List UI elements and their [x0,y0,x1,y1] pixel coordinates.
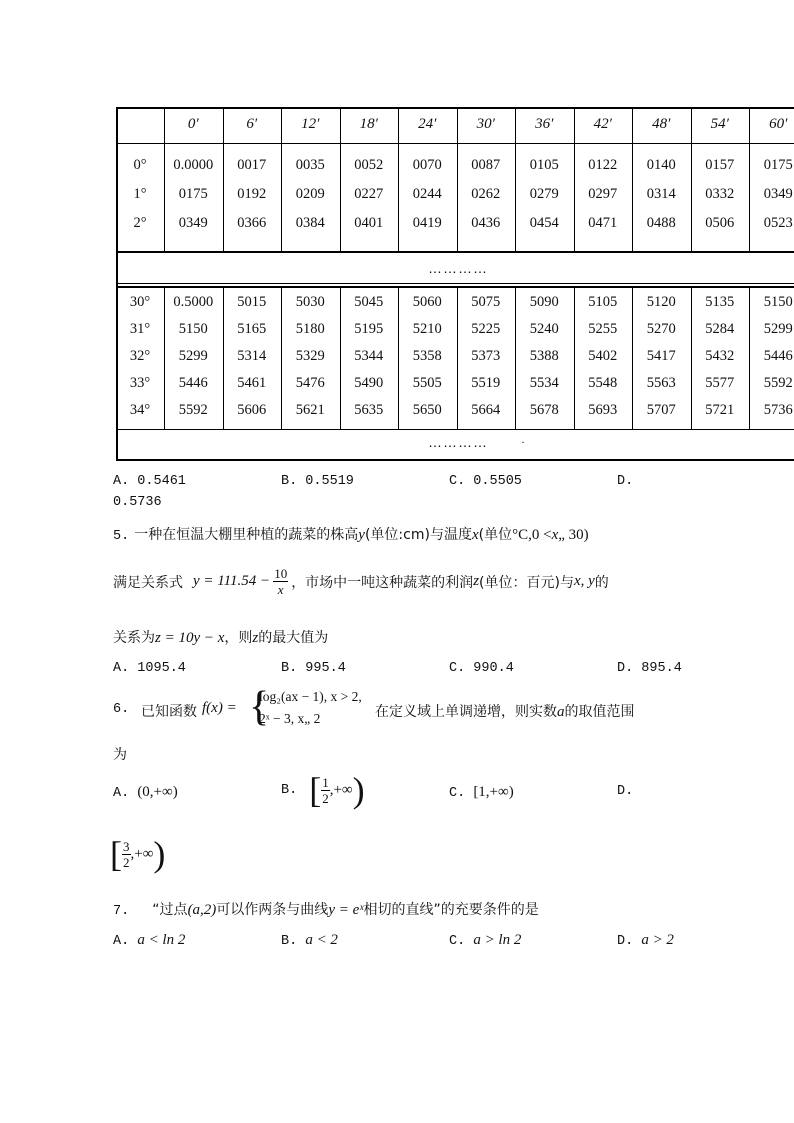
q5-text: 关系为 [113,630,155,646]
q7-curve: y = eˣ [328,902,364,918]
q5-text: (单位:cm)与温度 [364,527,472,543]
option-tail: ,+∞ [130,845,154,862]
q6-option-b: B. [ $\frac{1}{2}$ ,+∞ ) [281,770,365,810]
q5-var-z: z [473,573,480,589]
q5-text: 满足关系式 [113,574,183,591]
q5-fraction [273,566,288,597]
q5-text: (单位 [478,527,513,543]
option-fraction: $\frac{1}{2}$ [322,774,329,806]
table-header-cell: 36′ [535,116,554,132]
table-cell: 5120 [646,294,676,310]
q6-option-c: C. [1,+∞) [449,784,514,801]
q5-var-y: y [358,527,365,543]
table-cell: 0122 [588,157,618,173]
table-cell: 5461 [237,375,267,391]
table-cell: 0140 [646,157,676,173]
q5-text: (单位：百元)与 [479,574,574,591]
q6-option-a: A. (0,+∞) [113,784,178,801]
table-cell: 5240 [529,321,559,337]
option-value: (0,+∞) [137,784,178,800]
q5-var-x: x [551,527,559,543]
table-ellipsis: ………… [428,260,488,276]
table-cell: 0297 [588,186,618,202]
option-value: a < ln 2 [137,932,186,948]
table-cell: 5180 [295,321,325,337]
q5-var-z: z [252,630,259,646]
table-cell: 0244 [412,186,442,202]
table-cell: 0087 [471,157,501,173]
table-header-cell: 54′ [710,116,729,132]
q5-line1 [113,524,589,544]
q4-option-d-value: 0.5736 [113,495,162,510]
trig-table [116,107,794,461]
table-cell: 0523 [763,215,793,231]
table-cell: 0157 [705,157,735,173]
table-cell: 0332 [705,186,735,202]
q4-option-c: C. 0.5505 [449,474,522,489]
q7-option-a: A. a < ln 2 [113,932,186,949]
q7-option-c: C. a > ln 2 [449,932,522,949]
q7-number: 7. [113,904,130,919]
table-cell: 5090 [529,294,559,310]
table-header-rule [116,143,794,144]
q5-var-xy: x, y [573,573,595,589]
q6-number: 6. [113,702,130,717]
q5-text: 的最大值为 [258,630,329,646]
q6-case-1: log₂(ax − 1), x > 2, [259,689,362,704]
q5-option-c: C. 990.4 [449,661,514,676]
table-cell: 5548 [588,375,618,391]
table-cell: 5432 [705,348,735,364]
fraction-denominator: x [277,582,284,597]
table-cell: 5165 [237,321,267,337]
table-cell: 0401 [354,215,384,231]
table-cell: 5030 [295,294,325,310]
piecewise-brace: { [249,684,270,730]
q5-text: ，则 [224,630,253,646]
table-cell: 5534 [529,375,559,391]
q6-var-a: a [557,704,565,720]
q6-line2: 为 [113,747,127,763]
table-cell: 5075 [471,294,501,310]
table-row-degree: 30° [129,294,151,310]
fraction-numerator: 10 [274,566,288,581]
table-cell: 0436 [471,215,501,231]
table-cell: 5210 [412,321,442,337]
table-header-cell: 18′ [359,116,378,132]
option-fraction: $\frac{3}{2}$ [123,838,130,870]
table-cell: 5678 [529,402,559,418]
q5-option-a: A. 1095.4 [113,661,186,676]
table-cell: 0.0000 [173,157,214,173]
table-rule-4 [116,429,794,430]
table-cell: 5490 [354,375,384,391]
table-cell: 5476 [295,375,325,391]
table-cell: 5505 [412,375,442,391]
table-row-degree: 0° [133,157,147,173]
table-cell: 5592 [763,375,793,391]
table-cell: 0105 [529,157,559,173]
option-value: a > ln 2 [473,932,522,948]
q5-text: 一种在恒温大棚里种植的蔬菜的株高 [134,527,359,543]
table-cell: 0070 [412,157,442,173]
table-cell: 5621 [295,402,325,418]
table-cell: 5707 [646,402,676,418]
q5-text: ，市场中一吨这种蔬菜的利润 [291,574,474,591]
q7-option-b: B. a < 2 [281,932,338,949]
table-cell: 0052 [354,157,384,173]
table-cell: 5563 [646,375,676,391]
table-cell: 0506 [705,215,735,231]
table-row-degree: 33° [129,375,151,391]
table-cell: 5299 [178,348,208,364]
table-cell: 5402 [588,348,618,364]
table-cell: 5150 [178,321,208,337]
q7-option-d: D. a > 2 [617,932,674,949]
option-value: a > 2 [641,932,674,948]
table-cell: 5270 [646,321,676,337]
table-cell: 5693 [588,402,618,418]
table-cell: 5105 [588,294,618,310]
table-cell: 0262 [471,186,501,202]
q5-formula: z = 10y − x [155,630,225,646]
table-cell: 0209 [295,186,325,202]
q7-text: “过点 [152,902,188,918]
option-value: [1,+∞) [473,784,514,800]
table-header-cell: 24′ [418,116,437,132]
table-cell: 0314 [646,186,676,202]
table-cell: 5060 [412,294,442,310]
table-cell: 0227 [354,186,384,202]
table-cell: 5736 [763,402,793,418]
q4-option-b: B. 0.5519 [281,474,354,489]
q7-text: 相切的直线”的充要条件的是 [363,902,539,918]
table-cell: 0192 [237,186,267,202]
q5-formula: y = 111.54 − [193,573,271,589]
q5-text: 的 [594,574,609,591]
q6-text: 在定义域上单调递增，则实数a的取值范围 [375,704,635,720]
table-header-cell: 48′ [652,116,671,132]
table-cell: 0.5000 [173,294,214,310]
table-rule-2 [116,283,794,284]
q7-point: (a,2) [187,902,217,918]
table-cell: 0366 [237,215,267,231]
table-cell: 0175 [763,157,793,173]
table-rule-1 [116,251,794,253]
q5-line3 [113,627,328,647]
table-cell: 0175 [178,186,208,202]
table-header-cell: 42′ [593,116,612,132]
q5-option-d: D. 895.4 [617,661,682,676]
q4-option-a: A. 0.5461 [113,474,186,489]
table-header-cell: 30′ [476,116,495,132]
table-cell: 5150 [763,294,793,310]
table-cell: 5015 [237,294,267,310]
table-cell: 5195 [354,321,384,337]
stray-dot: · [521,435,525,449]
table-cell: 5344 [354,348,384,364]
table-cell: 0279 [529,186,559,202]
table-row-degree: 32° [129,348,151,364]
table-cell: 5388 [529,348,559,364]
q7-text: 可以作两条与曲线 [216,902,329,918]
q6-option-d-value [110,836,165,872]
right-paren: ) [153,834,166,874]
table-cell: 0017 [237,157,267,173]
table-header-cell: 12′ [301,116,320,132]
table-cell: 5664 [471,402,501,418]
table-cell: 0384 [295,215,325,231]
table-cell: 5650 [412,402,442,418]
table-row-degree: 1° [133,186,147,202]
table-cell: 5284 [705,321,735,337]
table-row-degree: 31° [129,321,151,337]
table-cell: 5373 [471,348,501,364]
q7-line [113,899,539,919]
table-top-border [116,107,794,109]
table-ellipsis-bottom: ………… [428,434,488,450]
left-bracket: [ [110,834,122,874]
q6-line1 [113,684,693,732]
table-cell: 0454 [529,215,559,231]
table-cell: 5225 [471,321,501,337]
table-cell: 5577 [705,375,735,391]
table-cell: 5045 [354,294,384,310]
q6-case-2: 2ˣ − 3, x„ 2 [259,711,321,726]
table-bottom-border [116,459,794,461]
q6-text: 已知函数 [141,704,197,720]
table-header-cell: 6′ [246,116,258,132]
table-row-degree: 34° [129,402,151,418]
q5-var-x: x [471,527,479,543]
table-cell: 5446 [763,348,793,364]
table-cell: 5299 [763,321,793,337]
table-row-degree: 2° [133,215,147,231]
table-cell: 5358 [412,348,442,364]
table-cell: 5417 [646,348,676,364]
q5-option-b: B. 995.4 [281,661,346,676]
table-header-cell: 0′ [187,116,199,132]
table-header-cell: 60′ [769,116,788,132]
q4-option-d: D. [617,474,634,489]
table-cell: 0488 [646,215,676,231]
table-cell: 5314 [237,348,267,364]
table-cell: 5329 [295,348,325,364]
table-cell: 5592 [178,402,208,418]
table-cell: 0349 [763,186,793,202]
q5-line2 [113,566,609,597]
table-cell: 5519 [471,375,501,391]
table-cell: 5721 [705,402,735,418]
table-cell: 5255 [588,321,618,337]
q6-option-d: D. [617,784,634,799]
q6-fx: f(x) = [202,700,237,716]
table-rule-3 [116,286,794,288]
table-cell: 5446 [178,375,208,391]
right-paren: ) [352,770,365,810]
table-cell: 5606 [237,402,267,418]
table-cell: 0035 [295,157,325,173]
table-cell: 5635 [354,402,384,418]
table-cell: 5135 [705,294,735,310]
q5-math: „ 30) [558,527,589,543]
table-cell: 0419 [412,215,442,231]
table-cell: 0471 [588,215,618,231]
option-value: a < 2 [305,932,338,948]
q5-number: 5. [113,529,130,544]
option-tail: ,+∞ [329,781,353,798]
left-bracket: [ [309,770,322,810]
table-cell: 0349 [178,215,208,231]
q5-math: °C,0 < [512,527,552,543]
